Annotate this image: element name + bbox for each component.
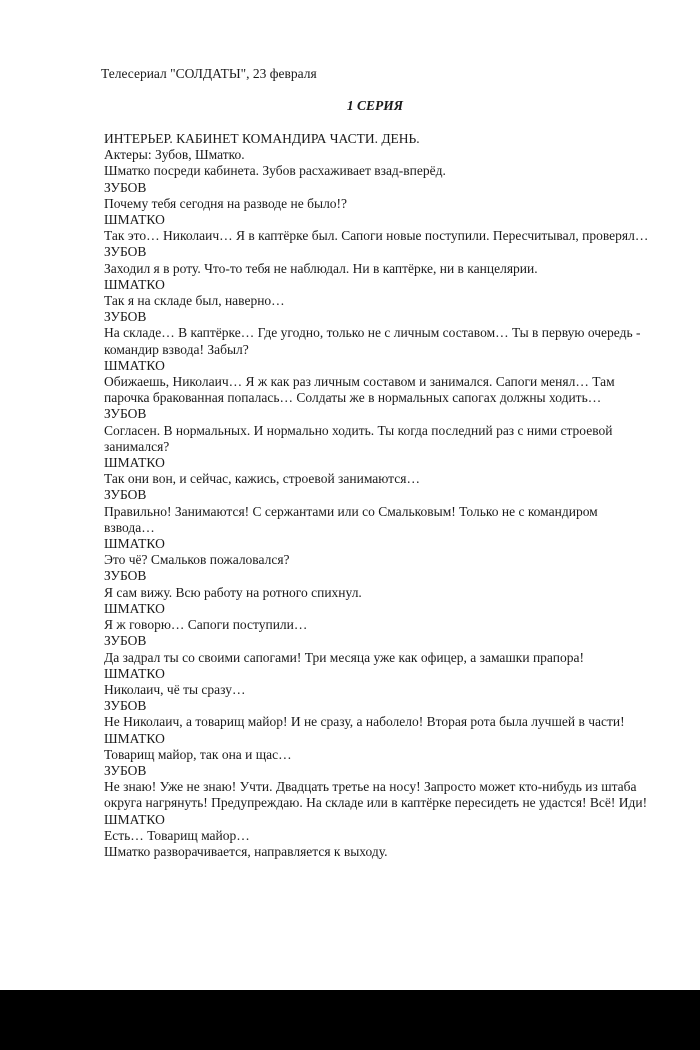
dialogue-line: Есть… Товарищ майор… — [104, 827, 250, 843]
speaker-name: ШМАТКО — [104, 811, 165, 827]
scene-heading: ИНТЕРЬЕР. КАБИНЕТ КОМАНДИРА ЧАСТИ. ДЕНЬ. — [104, 131, 420, 146]
dialogue-line: Я сам вижу. Всю работу на ротного спихнул. — [104, 584, 362, 600]
stage-direction: Шматко разворачивается, направляется к выходу. — [104, 843, 388, 859]
dialogue-line: Это чё? Смальков пожаловался? — [104, 552, 290, 568]
speaker-name: ШМАТКО — [104, 455, 165, 471]
dialogue-line: Я ж говорю… Сапоги поступили… — [104, 617, 308, 633]
script-body — [101, 131, 649, 860]
cast-line: Актеры: Зубов, Шматко. — [104, 147, 245, 163]
speaker-name: ШМАТКО — [104, 212, 165, 228]
speaker-name: ШМАТКО — [104, 600, 165, 616]
speaker-name: ЗУБОВ — [104, 406, 147, 422]
dialogue-line: Обижаешь, Николаич… Я ж как раз личным составом и занимался. Сапоги менял… Там парочка бракованная попалась… Солдаты же в нормальных сапогах должны ходить… — [104, 374, 615, 406]
dialogue-line: Не Николаич, а товарищ майор! И не сразу, а наболело! Вторая рота была лучшей в части! — [104, 714, 625, 730]
dialogue-line: Не знаю! Уже не знаю! Учти. Двадцать третье на носу! Запросто может кто-нибудь из штаба округа нагрянуть! Предупреждаю. На складе или в каптёрке пересидеть не удастся! Всё! Иди! — [104, 779, 648, 811]
speaker-name: ШМАТКО — [104, 276, 165, 292]
speaker-name: ЗУБОВ — [104, 633, 147, 649]
speaker-name: ШМАТКО — [104, 536, 165, 552]
episode-title: 1 СЕРИЯ — [346, 98, 404, 113]
speaker-name: ЗУБОВ — [104, 309, 147, 325]
speaker-name: ШМАТКО — [104, 665, 165, 681]
dialogue-line: На складе… В каптёрке… Где угодно, только не с личным составом… Ты в первую очередь - командир взвода! Забыл? — [104, 325, 641, 357]
speaker-name: ЗУБОВ — [104, 762, 147, 778]
bottom-black-bar — [0, 990, 700, 1050]
dialogue-line: Так они вон, и сейчас, кажись, строевой занимаются… — [104, 471, 420, 487]
speaker-name: ШМАТКО — [104, 357, 165, 373]
speaker-name: ЗУБОВ — [104, 487, 147, 503]
dialogue-line: Так это… Николаич… Я в каптёрке был. Сапоги новые поступили. Пересчитывал, проверял… — [104, 228, 649, 244]
dialogue-line: Согласен. В нормальных. И нормально ходить. Ты когда последний раз с ними строевой занимался? — [104, 422, 613, 454]
document-header: Телесериал "СОЛДАТЫ", 23 февраля — [101, 66, 317, 81]
dialogue-line: Правильно! Занимаются! С сержантами или со Смальковым! Только не с командиром взвода… — [104, 503, 598, 535]
dialogue-line: Почему тебя сегодня на разводе не было!? — [104, 195, 348, 211]
speaker-name: ШМАТКО — [104, 730, 165, 746]
dialogue-line: Да задрал ты со своими сапогами! Три месяца уже как офицер, а замашки прапора! — [104, 649, 584, 665]
speaker-name: ЗУБОВ — [104, 244, 147, 260]
dialogue-line: Николаич, чё ты сразу… — [104, 681, 246, 697]
dialogue-line: Товарищ майор, так она и щас… — [104, 746, 292, 762]
speaker-name: ЗУБОВ — [104, 179, 147, 195]
stage-direction: Шматко посреди кабинета. Зубов расхаживает взад-вперёд. — [104, 163, 446, 179]
speaker-name: ЗУБОВ — [104, 568, 147, 584]
dialogue-line: Так я на складе был, наверно… — [104, 293, 285, 309]
dialogue-line: Заходил я в роту. Что-то тебя не наблюдал. Ни в каптёрке, ни в канцелярии. — [104, 260, 538, 276]
speaker-name: ЗУБОВ — [104, 698, 147, 714]
